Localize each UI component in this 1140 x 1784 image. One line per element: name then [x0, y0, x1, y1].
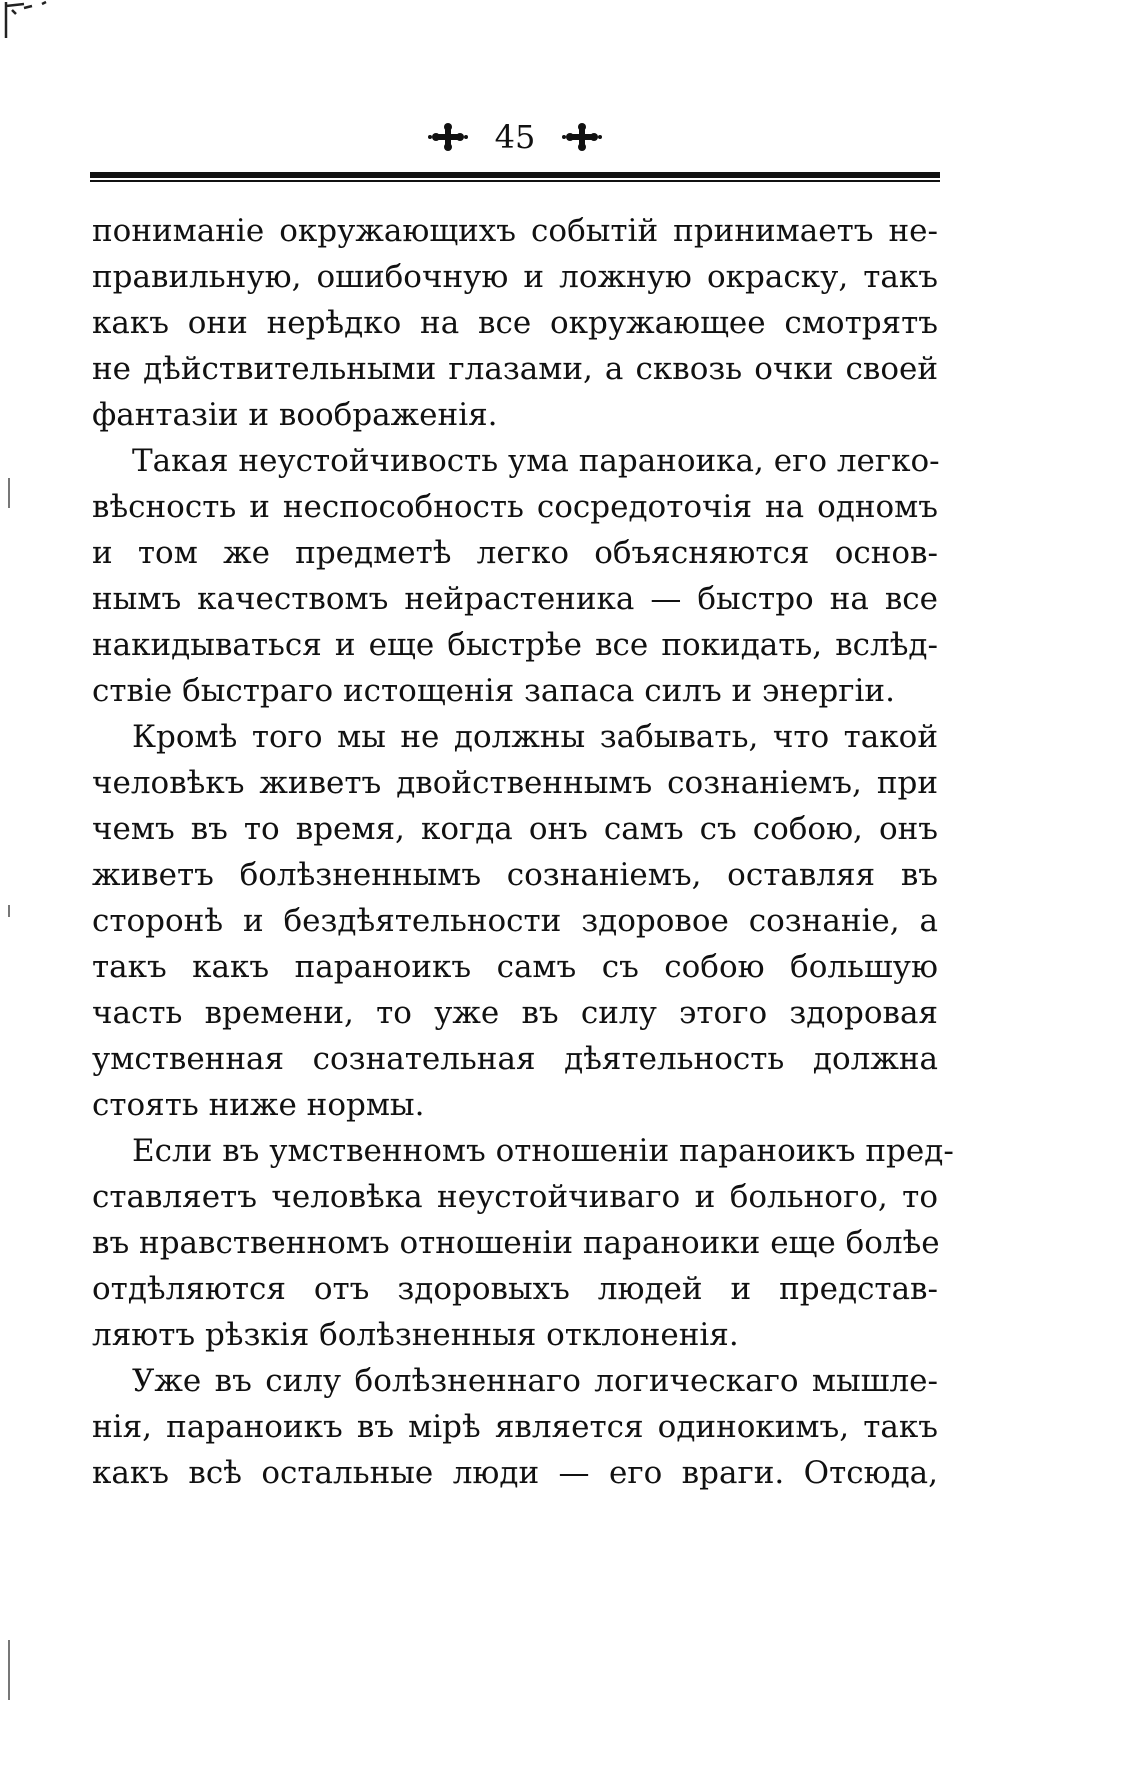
margin-speck — [8, 1640, 10, 1700]
left-ornament-icon — [428, 119, 468, 155]
text-line: Такая неустойчивость ума параноика, его легко- — [132, 443, 940, 479]
text-line: часть времени, то уже въ силу этого здоровая — [92, 995, 938, 1031]
text-line: какъ они нерѣдко на все окружающее смотрятъ — [92, 305, 938, 341]
text-line: правильную, ошибочную и ложную окраску, такъ — [92, 259, 938, 295]
text-line: вѣсность и неспособность сосредоточія на одномъ — [92, 489, 938, 525]
text-line: ствіе быстраго истощенія запаса силъ и энергіи. — [92, 673, 895, 709]
text-line: и том же предметѣ легко объясняются основ- — [92, 535, 938, 571]
body-text — [92, 208, 954, 1496]
text-line: Кромѣ того мы не должны забывать, что такой — [132, 719, 938, 755]
text-line: отдѣляются отъ здоровыхъ людей и представ- — [92, 1271, 938, 1307]
text-line: нія, параноикъ въ мірѣ является одинокимъ, такъ — [92, 1409, 938, 1445]
paragraph-4 — [92, 1128, 954, 1358]
text-line: такъ какъ параноикъ самъ съ собою большую — [92, 949, 938, 985]
header-rule-thin — [90, 180, 940, 182]
text-line: не дѣйствительными глазами, а сквозь очки своей — [92, 351, 938, 387]
text-line: чемъ въ то время, когда онъ самъ съ собою, онъ — [92, 811, 938, 847]
margin-speck — [8, 905, 10, 917]
page-header — [90, 118, 940, 182]
paragraph-2 — [92, 438, 938, 714]
text-line: ставляетъ человѣка неустойчиваго и больного, то — [92, 1179, 938, 1215]
text-line: человѣкъ живетъ двойственнымъ сознаніемъ, при — [92, 765, 938, 801]
paragraph-1 — [92, 208, 938, 438]
scan-corner-artifact — [2, 0, 62, 40]
text-line: умственная сознательная дѣятельность должна — [92, 1041, 938, 1077]
paragraph-3 — [92, 714, 938, 1128]
text-line: нымъ качествомъ нейрастеника — быстро на все — [92, 581, 938, 617]
text-line: пониманіе окружающихъ событій принимаетъ не- — [92, 213, 938, 249]
text-line: Если въ умственномъ отношеніи параноикъ пред- — [132, 1133, 954, 1169]
page-number: 45 — [494, 118, 536, 156]
right-ornament-icon — [562, 119, 602, 155]
text-line: накидываться и еще быстрѣе все покидать, вслѣд- — [92, 627, 938, 663]
margin-speck — [8, 478, 10, 508]
header-rule-thick — [90, 172, 940, 178]
text-line: сторонѣ и бездѣятельности здоровое сознаніе, а — [92, 903, 938, 939]
text-line: ляютъ рѣзкія болѣзненныя отклоненія. — [92, 1317, 739, 1353]
text-line: Уже въ силу болѣзненнаго логическаго мышле- — [132, 1363, 938, 1399]
paragraph-5 — [92, 1358, 938, 1496]
text-line: живетъ болѣзненнымъ сознаніемъ, оставляя въ — [92, 857, 938, 893]
text-line: какъ всѣ остальные люди — его враги. Отсюда, — [92, 1455, 938, 1491]
text-line: фантазіи и воображенія. — [92, 397, 498, 433]
text-line: стоять ниже нормы. — [92, 1087, 425, 1123]
text-line: въ нравственномъ отношеніи параноики еще болѣе — [92, 1225, 940, 1261]
